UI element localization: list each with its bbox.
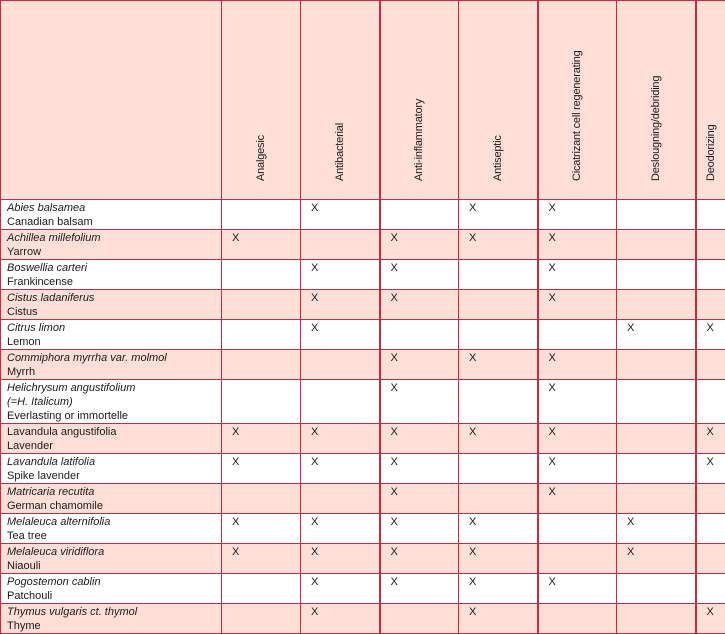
- latin-name: Achillea millefolium: [7, 231, 221, 245]
- species-cell: [1, 514, 222, 544]
- property-mark-cell: [538, 514, 617, 544]
- property-mark-cell: [696, 574, 725, 604]
- property-mark-cell: X: [222, 230, 301, 260]
- property-mark-cell: [301, 350, 380, 380]
- species-cell: [1, 604, 222, 634]
- common-name: Niaouli: [7, 559, 221, 573]
- property-mark-cell: X: [617, 514, 696, 544]
- property-mark-cell: X: [301, 260, 380, 290]
- header-label: Deodorizing: [705, 124, 717, 181]
- header-label: Antiseptic: [492, 135, 504, 181]
- property-mark-cell: X: [380, 514, 459, 544]
- header-anti-inflammatory: [380, 1, 459, 200]
- property-mark-cell: X: [380, 454, 459, 484]
- property-mark-cell: X: [459, 544, 538, 574]
- property-mark-cell: [617, 260, 696, 290]
- property-mark-cell: X: [380, 484, 459, 514]
- property-mark-cell: X: [459, 514, 538, 544]
- property-mark-cell: X: [380, 350, 459, 380]
- property-mark-cell: X: [696, 604, 725, 634]
- property-mark-cell: X: [301, 290, 380, 320]
- property-mark-cell: [617, 350, 696, 380]
- property-mark-cell: [222, 320, 301, 350]
- latin-name: Pogostemon cablin: [7, 575, 221, 589]
- property-mark-cell: [696, 380, 725, 424]
- common-name: German chamomile: [7, 499, 221, 513]
- property-mark-cell: [617, 380, 696, 424]
- property-mark-cell: [459, 260, 538, 290]
- table-body: [1, 200, 725, 634]
- table-row: [1, 290, 725, 320]
- common-name: Yarrow: [7, 245, 221, 259]
- property-mark-cell: [222, 484, 301, 514]
- latin-name: Cistus ladaniferus: [7, 291, 221, 305]
- header-label: Anti-inflammatory: [413, 99, 425, 181]
- common-name: Spike lavender: [7, 469, 221, 483]
- property-mark-cell: [222, 200, 301, 230]
- table-row: [1, 260, 725, 290]
- header-label: Analgesic: [255, 135, 267, 181]
- property-mark-cell: X: [301, 454, 380, 484]
- property-mark-cell: X: [617, 544, 696, 574]
- property-mark-cell: X: [380, 260, 459, 290]
- property-mark-cell: [222, 290, 301, 320]
- common-name: Lavender: [7, 439, 221, 453]
- property-mark-cell: X: [380, 574, 459, 604]
- header-corner-cell: [1, 1, 222, 200]
- property-mark-cell: [222, 574, 301, 604]
- common-name: Patchouli: [7, 589, 221, 603]
- property-mark-cell: X: [538, 230, 617, 260]
- table-row: [1, 604, 725, 634]
- property-mark-cell: [617, 454, 696, 484]
- table-row: [1, 544, 725, 574]
- species-cell: [1, 380, 222, 424]
- species-cell: [1, 454, 222, 484]
- property-mark-cell: [459, 320, 538, 350]
- property-mark-cell: X: [380, 544, 459, 574]
- property-mark-cell: [696, 350, 725, 380]
- property-mark-cell: [696, 544, 725, 574]
- species-cell: [1, 290, 222, 320]
- property-mark-cell: [696, 484, 725, 514]
- property-mark-cell: [617, 290, 696, 320]
- property-mark-cell: X: [301, 514, 380, 544]
- property-mark-cell: X: [222, 454, 301, 484]
- common-name: Tea tree: [7, 529, 221, 543]
- property-mark-cell: [538, 544, 617, 574]
- property-mark-cell: [617, 424, 696, 454]
- header-desloughing: [617, 1, 696, 200]
- property-mark-cell: [617, 574, 696, 604]
- common-name: Thyme: [7, 619, 221, 633]
- property-mark-cell: [617, 230, 696, 260]
- header-label: Deslougning/debriding: [650, 76, 662, 181]
- property-mark-cell: X: [301, 424, 380, 454]
- property-mark-cell: [222, 604, 301, 634]
- property-mark-cell: X: [538, 574, 617, 604]
- property-mark-cell: X: [617, 320, 696, 350]
- species-cell: [1, 230, 222, 260]
- header-label: Cicatrizant cell regenerating: [571, 50, 583, 181]
- header-analgesic: [222, 1, 301, 200]
- latin-name: Thymus vulgaris ct. thymol: [7, 605, 221, 619]
- species-cell: [1, 544, 222, 574]
- property-mark-cell: X: [459, 604, 538, 634]
- property-mark-cell: [380, 320, 459, 350]
- property-mark-cell: X: [380, 290, 459, 320]
- property-mark-cell: X: [538, 260, 617, 290]
- property-mark-cell: X: [696, 320, 725, 350]
- table-row: [1, 200, 725, 230]
- species-cell: [1, 424, 222, 454]
- table-row: [1, 514, 725, 544]
- property-mark-cell: [380, 604, 459, 634]
- table-row: [1, 350, 725, 380]
- common-name: Myrrh: [7, 365, 221, 379]
- property-mark-cell: X: [380, 380, 459, 424]
- property-mark-cell: X: [301, 544, 380, 574]
- latin-synonym: (=H. Italicum): [7, 395, 221, 409]
- property-mark-cell: [301, 380, 380, 424]
- property-mark-cell: X: [538, 200, 617, 230]
- table-row: [1, 424, 725, 454]
- property-mark-cell: X: [459, 200, 538, 230]
- header-deodorizing: [696, 1, 725, 200]
- property-mark-cell: X: [459, 350, 538, 380]
- property-mark-cell: [459, 484, 538, 514]
- table-row: [1, 454, 725, 484]
- property-mark-cell: X: [538, 380, 617, 424]
- property-mark-cell: [696, 200, 725, 230]
- property-mark-cell: X: [538, 290, 617, 320]
- property-mark-cell: X: [380, 230, 459, 260]
- common-name: Lemon: [7, 335, 221, 349]
- property-mark-cell: X: [538, 484, 617, 514]
- property-mark-cell: X: [696, 454, 725, 484]
- property-mark-cell: X: [538, 424, 617, 454]
- header-label: Antibacterial: [334, 123, 346, 181]
- latin-name: Helichrysum angustifolium: [7, 381, 221, 395]
- species-cell: [1, 200, 222, 230]
- common-name: Frankincense: [7, 275, 221, 289]
- property-mark-cell: X: [301, 574, 380, 604]
- latin-name: Lavandula latifolia: [7, 455, 221, 469]
- species-cell: [1, 260, 222, 290]
- species-cell: [1, 574, 222, 604]
- property-mark-cell: X: [538, 350, 617, 380]
- property-mark-cell: X: [459, 424, 538, 454]
- species-cell: [1, 320, 222, 350]
- header-antibacterial: [301, 1, 380, 200]
- property-mark-cell: [617, 200, 696, 230]
- property-mark-cell: [301, 230, 380, 260]
- latin-name: Melaleuca alternifolia: [7, 515, 221, 529]
- latin-name: Lavandula angustifolia: [7, 425, 221, 439]
- property-mark-cell: [222, 260, 301, 290]
- table-row: [1, 320, 725, 350]
- property-mark-cell: [617, 484, 696, 514]
- property-mark-cell: X: [459, 230, 538, 260]
- property-mark-cell: [696, 290, 725, 320]
- property-mark-cell: [380, 200, 459, 230]
- property-mark-cell: X: [459, 574, 538, 604]
- species-cell: [1, 484, 222, 514]
- property-mark-cell: [538, 320, 617, 350]
- property-mark-cell: X: [222, 424, 301, 454]
- property-mark-cell: X: [301, 320, 380, 350]
- table-row: [1, 230, 725, 260]
- property-mark-cell: [696, 514, 725, 544]
- table-row: [1, 574, 725, 604]
- latin-name: Matricaria recutita: [7, 485, 221, 499]
- property-mark-cell: [301, 484, 380, 514]
- table-row: [1, 380, 725, 424]
- common-name: Everlasting or immortelle: [7, 409, 221, 423]
- property-mark-cell: [459, 380, 538, 424]
- common-name: Canadian balsam: [7, 215, 221, 229]
- latin-name: Citrus limon: [7, 321, 221, 335]
- property-mark-cell: [222, 350, 301, 380]
- property-mark-cell: X: [301, 604, 380, 634]
- property-mark-cell: [222, 380, 301, 424]
- property-mark-cell: [696, 260, 725, 290]
- property-mark-cell: [459, 290, 538, 320]
- property-mark-cell: [459, 454, 538, 484]
- header-row: [1, 1, 725, 200]
- header-cicatrizant: [538, 1, 617, 200]
- latin-name: Abies balsamea: [7, 201, 221, 215]
- species-cell: [1, 350, 222, 380]
- common-name: Cistus: [7, 305, 221, 319]
- header-antiseptic: [459, 1, 538, 200]
- property-mark-cell: X: [538, 454, 617, 484]
- latin-name: Boswellia carteri: [7, 261, 221, 275]
- property-mark-cell: X: [222, 544, 301, 574]
- property-mark-cell: [617, 604, 696, 634]
- property-mark-cell: [538, 604, 617, 634]
- property-mark-cell: X: [696, 424, 725, 454]
- latin-name: Commiphora myrrha var. molmol: [7, 351, 221, 365]
- property-mark-cell: X: [301, 200, 380, 230]
- table-row: [1, 484, 725, 514]
- latin-name: Melaleuca viridiflora: [7, 545, 221, 559]
- property-mark-cell: [696, 230, 725, 260]
- property-mark-cell: X: [380, 424, 459, 454]
- property-mark-cell: X: [222, 514, 301, 544]
